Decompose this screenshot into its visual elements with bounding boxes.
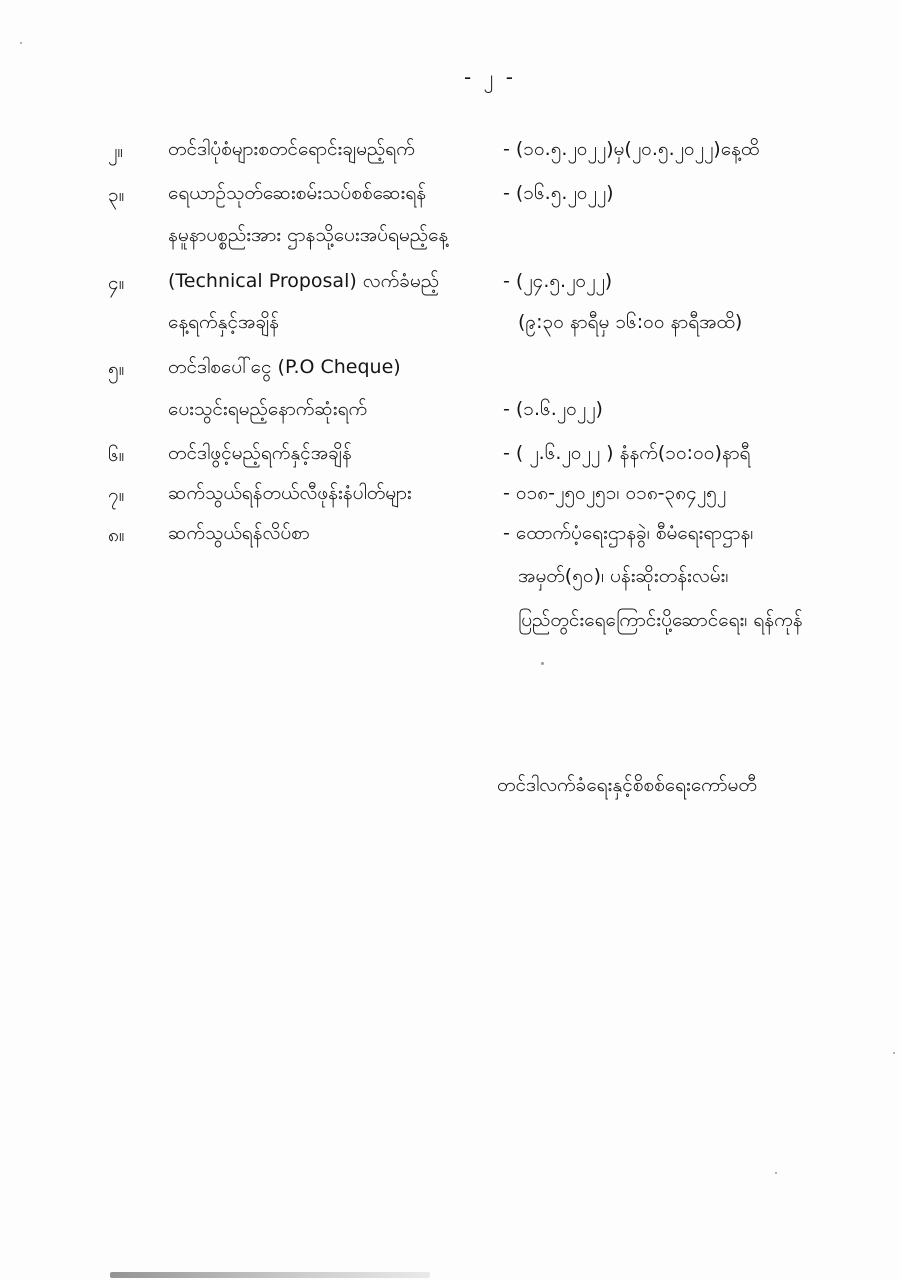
item-label: (Technical Proposal) လက်ခံမည့် — [168, 270, 440, 292]
committee-signature: တင်ဒါလက်ခံရေးနှင့်စိစစ်ရေးကော်မတီ — [497, 774, 757, 796]
item-value: - (၁.၆.၂၀၂၂) — [503, 398, 603, 420]
scan-speck — [541, 662, 544, 665]
item-value: - (၂၄.၅.၂၀၂၂) — [503, 270, 613, 292]
item-label: ရေယာဉ်သုတ်ဆေးစမ်းသပ်စစ်ဆေးရန် — [168, 182, 427, 204]
scan-speck — [775, 1172, 777, 1174]
item-value: - ၀၁၈-၂၅၀၂၅၁၊ ၀၁၈-၃၈၄၂၅၂ — [503, 482, 727, 504]
item-value: - (၁၀.၅.၂၀၂၂)မှ(၂၀.၅.၂၀၂၂)နေ့ထိ — [503, 138, 760, 160]
item-label: တင်ဒါစပေါ်ငွေ (P.O Cheque) — [168, 356, 401, 378]
page-number: - ၂ - — [464, 65, 516, 89]
item-number: ၇။ — [108, 484, 125, 506]
item-value: - ထောက်ပံ့ရေးဌာနခွဲ၊ စီမံရေးရာဌာန၊ — [503, 522, 754, 544]
item-label: တင်ဒါပုံစံများစတင်ရောင်းချမည့်ရက် — [168, 138, 415, 160]
item-number: ၃။ — [108, 184, 125, 206]
item-label-continued: နေ့ရက်နှင့်အချိန် — [168, 311, 279, 333]
item-value-continued: (၉:၃၀ နာရီမှ ၁၆:၀၀ နာရီအထိ) — [518, 311, 743, 333]
scan-speck — [893, 1052, 895, 1054]
item-number: ၂။ — [108, 140, 124, 162]
item-label-continued: ပေးသွင်းရမည့်နောက်ဆုံးရက် — [168, 398, 368, 420]
item-value: - (၁၆.၅.၂၀၂၂) — [503, 182, 614, 204]
item-number: ၅။ — [108, 358, 125, 380]
item-number: ၄။ — [108, 272, 125, 294]
footer-scan-mark — [110, 1272, 430, 1278]
item-number: ၈။ — [108, 524, 125, 546]
item-label: ဆက်သွယ်ရန်လိပ်စာ — [168, 522, 310, 544]
scan-speck — [20, 42, 22, 44]
item-value: - ( ၂.၆.၂၀၂၂ ) နံနက်(၁၀:၀၀)နာရီ — [503, 442, 751, 464]
item-label: တင်ဒါဖွင့်မည့်ရက်နှင့်အချိန် — [168, 442, 352, 464]
item-label-continued: နမူနာပစ္စည်းအား ဌာနသို့ပေးအပ်ရမည့်နေ့ — [168, 224, 449, 246]
item-value-continued: ပြည်တွင်းရေကြောင်းပို့ဆောင်ရေး၊ ရန်ကုန် — [518, 609, 803, 631]
item-number: ၆။ — [108, 444, 125, 466]
item-label: ဆက်သွယ်ရန်တယ်လီဖုန်းနံပါတ်များ — [168, 482, 412, 504]
item-value-continued: အမှတ်(၅၀)၊ ပန်းဆိုးတန်းလမ်း၊ — [518, 565, 729, 587]
